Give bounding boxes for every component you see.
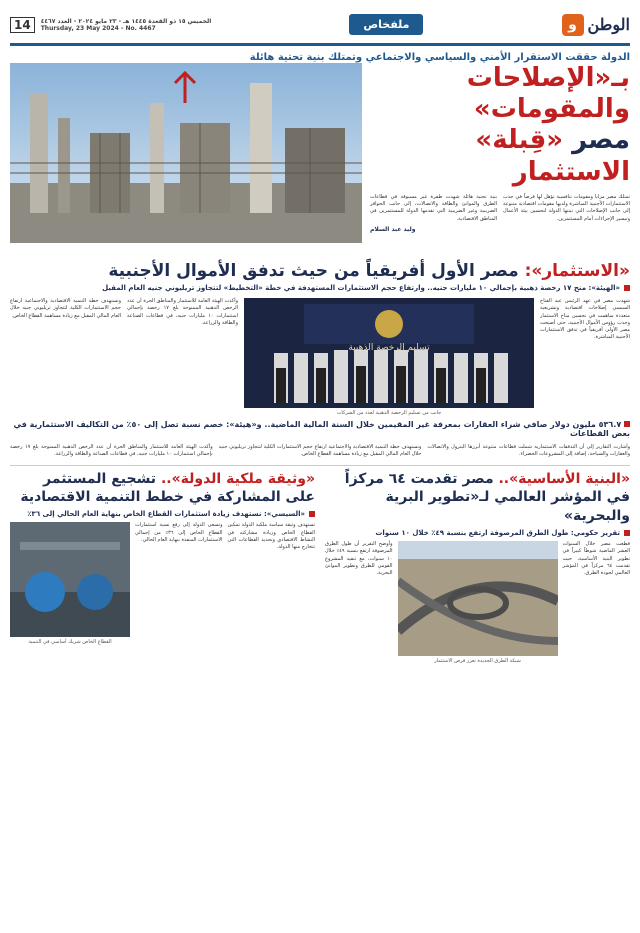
feature-col-2: وأكدت الهيئة العامة للاستثمار والمناطق الحرة أن عدد الرخص الذهبية الممنوحة بلغ ١٧ رخصة بإجمالي استثمارات ١٠ مليارات جنيه، في قطاعات الصناعة والطاقة والزراعة. (127, 298, 238, 326)
headline-line-1: بـ«الإصلاحات والمقومات» (466, 63, 630, 125)
feature-body-2 (10, 444, 630, 459)
refinery-photo (10, 63, 362, 243)
feature-highlight-text: ٥٣٦.٧ مليون دولار صافي شراء العقارات بمعرفة غير المقيمين خلال السنة المالية الماضية.. و«هيئة»: خصم نسبة تصل إلى ٥٠٪ من التكاليف الاستثمارية في بعض القطاعات (13, 420, 630, 438)
dateline-en: Thursday, 23 May 2024 - No. 4467 (40, 24, 156, 32)
story-right-title-red: «البنية الأساسية».. (498, 470, 630, 487)
factory-photo-caption: القطاع الخاص شريك أساسي في التنمية (28, 639, 112, 646)
lead-headline (370, 63, 630, 188)
feature-title-dark: مصر الأول أفريقياً من حيث تدفق الأموال الأجنبية (108, 261, 519, 281)
feature-col-4: وأشارت التقارير إلى أن التدفقات الاستثمارية شملت قطاعات متنوعة أبرزها البترول والاتصالات والعقارات والسياحة، إضافة إلى المشروعات الخضراء. (427, 444, 630, 458)
logo (562, 14, 631, 36)
lead-kicker: الدولة حققت الاستقرار الأمني والسياسي والاجتماعي وتمتلك بنية تحتية هائلة (249, 52, 630, 63)
story-left-col-1: تستهدف وثيقة سياسة ملكية الدولة تمكين القطاع الخاص وزيادة مشاركته في النشاط الاقتصادي وتحديد القطاعات التي تتخارج منها الدولة. (227, 522, 315, 551)
feature-body (10, 298, 630, 416)
story-left-title (10, 470, 315, 508)
road-photo-caption: شبكة الطرق الجديدة تعزز فرص الاستثمار (434, 658, 521, 665)
lead-body-2: بنية تحتية هائلة شهدت طفرة غير مسبوقة في قطاعات الطرق والموانئ والطاقة والاتصالات، إلى جانب الحوافز الضريبية وغير الضريبية التي تقدمها الدولة للمستثمرين في المناطق الاقتصادية. (370, 193, 497, 222)
bottom-stories (10, 465, 630, 665)
feature-title (10, 261, 630, 281)
feature-highlight (10, 420, 630, 438)
masthead (10, 6, 630, 46)
story-right-subtitle-text: تقرير حكومي: طول الطرق المرصوفة ارتفع بنسبة ٤٩٪ خلال ١٠ سنوات (375, 529, 620, 538)
story-left-title-dark: تشجيع المستثمر على المشاركة في خطط التنمية الاقتصادية (20, 470, 315, 506)
logo-mark: و (562, 14, 584, 36)
road-photo (398, 541, 558, 656)
headline-word-dark: مصر (572, 125, 630, 156)
feature-subtitle-text: «الهيئة»: منح ١٧ رخصة ذهبية بإجمالي ١٠ مليارات جنيه.. وارتفاع حجم الاستثمارات المستهدفة في خطة «التخطيط» لتتجاوز تريليوني جنيه العام المقبل (102, 284, 620, 292)
story-infrastructure (325, 470, 630, 665)
story-left-subtitle-text: «السيسي»: نستهدف زيادة استثمارات القطاع الخاص بنهاية العام الحالي إلى ٣٦٪ (27, 510, 305, 519)
feature-photo-block (244, 298, 534, 416)
story-right-col-2: وأوضح التقرير أن طول الطرق المرصوفة ارتفع بنسبة ٤٩٪ خلال ١٠ سنوات، مع تنفيذ المشروع القومي للطرق وتطوير الموانئ البحرية. (325, 541, 393, 577)
banner-text: تسليم الرخصة الذهبية (348, 343, 430, 353)
story-left-title-red: «وثيقة ملكية الدولة».. (160, 470, 315, 487)
bullet-square (624, 530, 630, 536)
feature-col-1: شهدت مصر في عهد الرئيس عبد الفتاح السيسي إصلاحات اقتصادية وتشريعية متعددة ساهمت في تحسين مناخ الاستثمار وجذب رؤوس الأموال الأجنبية، حتى أصبحت مصر الأولى أفريقياً في تدفق الاستثمارات الأجنبية المباشرة. (540, 298, 630, 341)
ceremony-photo (244, 298, 534, 408)
lead-photo (10, 63, 362, 253)
lead-byline: وليد عبد السلام (370, 225, 416, 233)
logo-text: الوطن (587, 15, 630, 34)
story-ownership (10, 470, 315, 665)
lead-text-block (370, 63, 630, 253)
feature-col-5: وتستهدف خطة التنمية الاقتصادية والاجتماعية ارتفاع حجم الاستثمارات الكلية لتتجاوز تريليوني جنيه خلال العام المالي المقبل مع زيادة مساهمة القطاع الخاص. (218, 444, 422, 458)
story-left-subtitle (10, 510, 315, 518)
page-info (10, 17, 211, 33)
dateline-ar: الخميس ١٥ ذو القعدة ١٤٤٥ هـ - ٢٣ مايو ٢٠٢٤ - العدد ٤٤٦٧ (40, 17, 212, 25)
section-tab: ملفخاص (349, 14, 423, 35)
feature-col-6: وأكدت الهيئة العامة للاستثمار والمناطق الحرة أن عدد الرخص الذهبية الممنوحة بلغ ١٧ رخصة بإجمالي استثمارات ١٠ مليارات جنيه، في قطاعات الصناعة والطاقة والزراعة. (9, 444, 213, 458)
story-right-title (325, 470, 630, 527)
bullet-square (309, 511, 315, 517)
headline-word-red: «قِبلة» الاستثمار (475, 125, 630, 187)
story-right-title-dark: مصر تقدمت ٦٤ مركزاً في المؤشر العالمي لـ«تطوير البرية والبحرية» (344, 470, 630, 525)
lead-body-1: تمتلك مصر مزايا ومقومات تنافسية تؤهل لها فرصاً في جذب الاستثمارات الأجنبية المباشرة ولديها مقومات اقتصادية متنوعة إلى جانب الإصلاحات التي تبنتها الدولة لتحسين بيئة الأعمال وتيسير الإجراءات أمام المستثمرين. (503, 193, 630, 222)
feature-photo-caption: جانب من تسليم الرخصة الذهبية لعدد من الشركات (336, 410, 442, 416)
feature-col-3: وتستهدف خطة التنمية الاقتصادية والاجتماعية ارتفاع حجم الاستثمارات الكلية لتتجاوز تريليوني جنيه خلال العام المالي المقبل مع زيادة مساهمة القطاع الخاص. (10, 298, 121, 319)
page-number: 14 (10, 17, 35, 33)
factory-photo-block (10, 522, 130, 645)
story-left-col-2: وتسعى الدولة إلى رفع نسبة استثمارات القطاع الخاص إلى ٣٦٪ من إجمالي الاستثمارات المنفذة بنهاية العام الحالي. (135, 522, 223, 543)
feature-subtitle (10, 284, 630, 292)
story-right-subtitle (325, 529, 630, 537)
bullet-square (624, 421, 630, 427)
story-right-col-1: قطعت مصر خلال السنوات العشر الماضية شوطاً كبيراً في تطوير البنية الأساسية، حيث تقدمت ٦٤ مركزاً في المؤشر العالمي لجودة الطرق. (562, 541, 630, 577)
feature-title-red: «الاستثمار»: (524, 261, 630, 281)
road-photo-block (398, 541, 558, 664)
bullet-square (624, 285, 630, 291)
factory-photo (10, 522, 130, 637)
